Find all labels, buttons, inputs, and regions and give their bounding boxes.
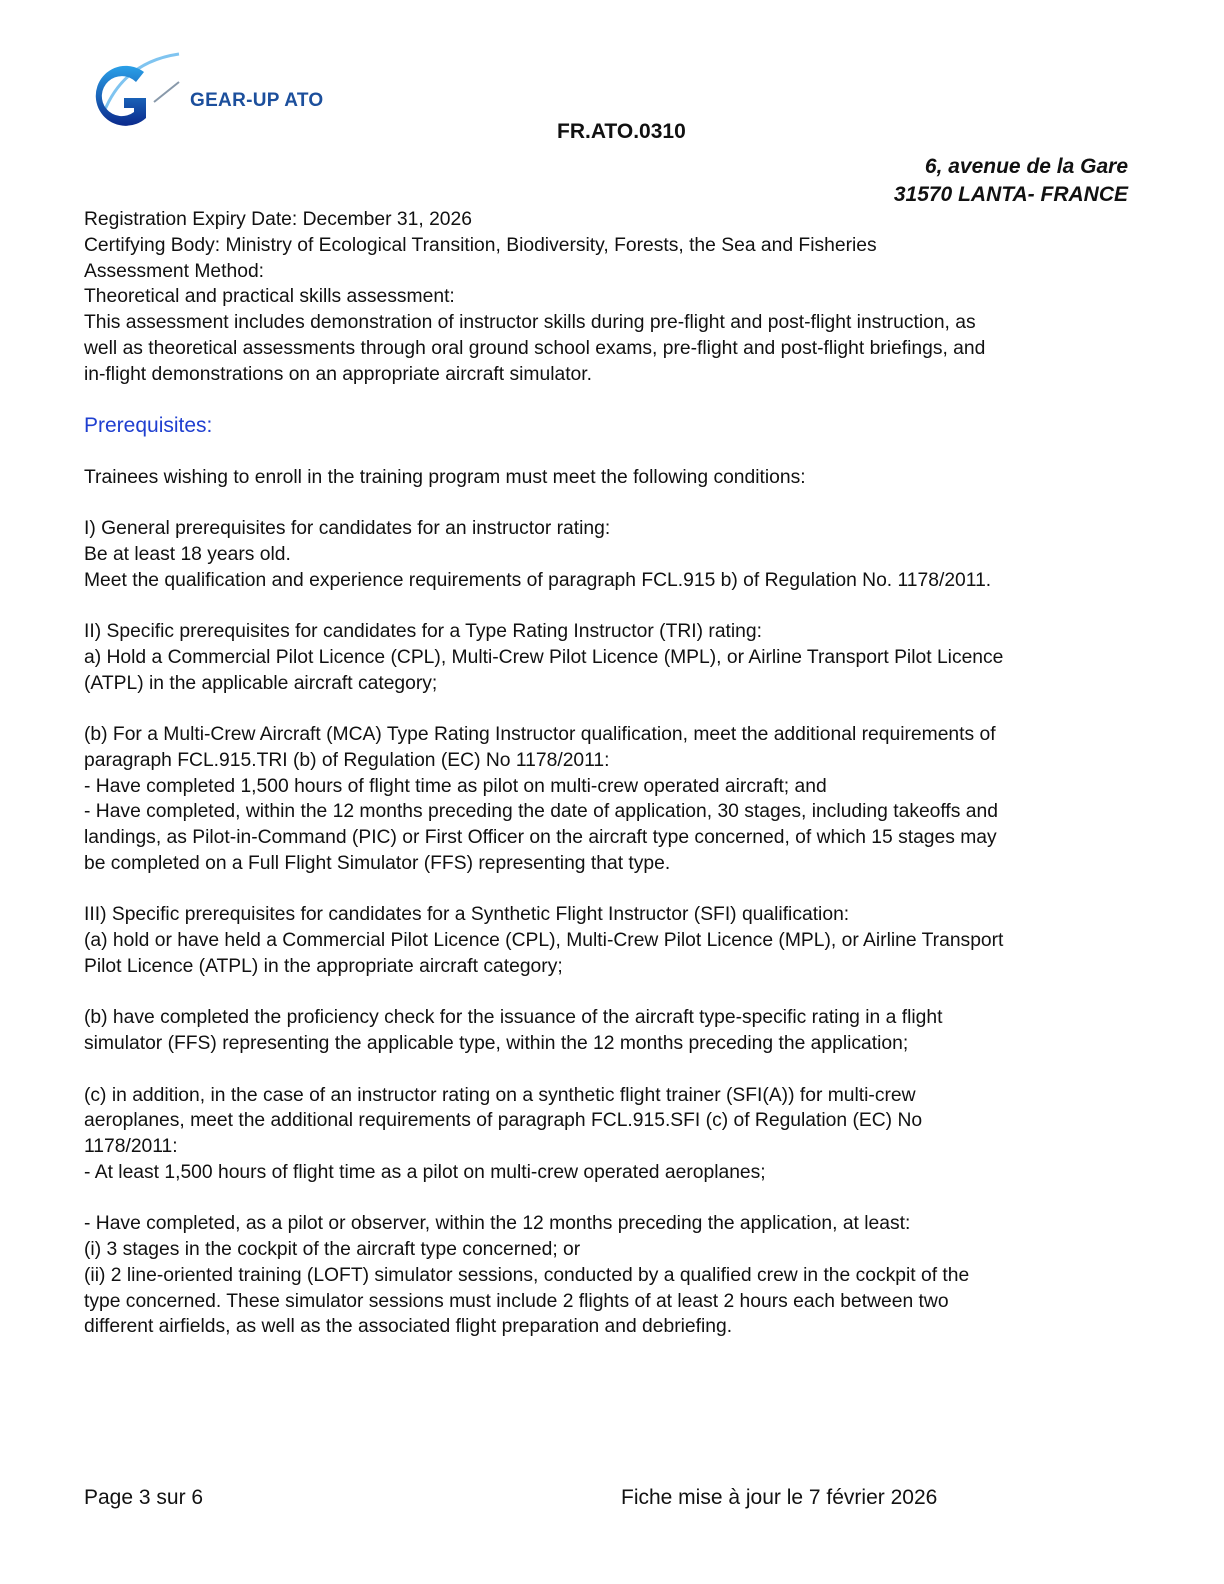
text-line: - Have completed, within the 12 months preceding the date of application, 30 stages, including takeoffs and bbox=[84, 801, 998, 823]
ato-code: FR.ATO.0310 bbox=[557, 120, 686, 143]
logo-text: GEAR-UP ATO bbox=[190, 90, 324, 111]
text-line: Assessment Method: bbox=[84, 260, 265, 282]
text-line: (b) have completed the proficiency check for the issuance of the aircraft type-specific rating in a flight bbox=[84, 1007, 943, 1029]
text-line: 1178/2011: bbox=[84, 1136, 178, 1157]
blank-line bbox=[84, 1186, 1144, 1212]
text-line: paragraph FCL.915.TRI (b) of Regulation (EC) No 1178/2011: bbox=[84, 749, 610, 771]
text-line: different airfields, as well as the associated flight preparation and debriefing. bbox=[84, 1316, 733, 1338]
text-line: II) Specific prerequisites for candidates for a Type Rating Instructor (TRI) rating: bbox=[84, 621, 762, 642]
text-line: III) Specific prerequisites for candidates for a Synthetic Flight Instructor (SFI) qualification: bbox=[84, 904, 850, 926]
blank-line bbox=[84, 387, 1144, 413]
text-line: in-flight demonstrations on an appropriate aircraft simulator. bbox=[84, 363, 592, 385]
blank-line bbox=[84, 490, 1144, 516]
blank-line bbox=[84, 439, 1144, 465]
text-line: Meet the qualification and experience requirements of paragraph FCL.915 b) of Regulation No. 1178/2011. bbox=[84, 569, 992, 591]
update-date: Fiche mise à jour le 7 février 2026 bbox=[621, 1486, 938, 1509]
blank-line bbox=[84, 877, 1144, 903]
blank-line bbox=[84, 980, 1144, 1006]
text-line: I) General prerequisites for candidates for an instructor rating: bbox=[84, 518, 611, 539]
text-line: Theoretical and practical skills assessment: bbox=[84, 286, 455, 308]
address-line-2: 31570 LANTA- FRANCE bbox=[893, 183, 1128, 206]
text-line: Trainees wishing to enroll in the training program must meet the following conditions: bbox=[84, 466, 806, 488]
section-heading: Prerequisites: bbox=[84, 414, 213, 437]
blank-line bbox=[84, 696, 1144, 722]
text-line: - Have completed 1,500 hours of flight time as pilot on multi-crew operated aircraft; and bbox=[84, 775, 827, 797]
page-number: Page 3 sur 6 bbox=[84, 1486, 204, 1509]
company-logo bbox=[84, 56, 344, 136]
text-line: well as theoretical assessments through oral ground school exams, pre-flight and post-flight briefings, and bbox=[84, 337, 986, 359]
text-line: be completed on a Full Flight Simulator (FFS) representing that type. bbox=[84, 852, 671, 874]
text-line: type concerned. These simulator sessions must include 2 flights of at least 2 hours each between two bbox=[84, 1290, 949, 1312]
text-line: (c) in addition, in the case of an instructor rating on a synthetic flight trainer (SFI(A)) for multi-crew bbox=[84, 1084, 916, 1106]
text-line: - At least 1,500 hours of flight time as a pilot on multi-crew operated aeroplanes; bbox=[84, 1161, 766, 1183]
document-body bbox=[84, 207, 1144, 1340]
text-line: - Have completed, as a pilot or observer, within the 12 months preceding the application, at least: bbox=[84, 1213, 911, 1235]
text-line: a) Hold a Commercial Pilot Licence (CPL), Multi-Crew Pilot Licence (MPL), or Airline Transport Pilot Licence bbox=[84, 646, 1004, 668]
text-line: (a) hold or have held a Commercial Pilot Licence (CPL), Multi-Crew Pilot Licence (MPL), or Airline Transport bbox=[84, 930, 1004, 951]
text-line: Pilot Licence (ATPL) in the appropriate aircraft category; bbox=[84, 955, 563, 977]
text-line: (ATPL) in the applicable aircraft category; bbox=[84, 672, 438, 694]
address-line-1: 6, avenue de la Gare bbox=[924, 155, 1128, 178]
text-line: Be at least 18 years old. bbox=[84, 543, 291, 565]
blank-line bbox=[84, 1057, 1144, 1083]
text-line: This assessment includes demonstration of instructor skills during pre-flight and post-flight instruction, as bbox=[84, 312, 976, 333]
text-line: Certifying Body: Ministry of Ecological Transition, Biodiversity, Forests, the Sea and Fisheries bbox=[84, 234, 877, 256]
text-line: simulator (FFS) representing the applicable type, within the 12 months preceding the application; bbox=[84, 1033, 909, 1054]
blank-line bbox=[84, 593, 1144, 619]
logo-g-icon bbox=[84, 52, 194, 137]
address bbox=[894, 153, 1128, 209]
text-line: aeroplanes, meet the additional requirements of paragraph FCL.915.SFI (c) of Regulation (EC) No bbox=[84, 1110, 923, 1132]
text-line: (i) 3 stages in the cockpit of the aircraft type concerned; or bbox=[84, 1239, 581, 1260]
text-line: landings, as Pilot-in-Command (PIC) or First Officer on the aircraft type concerned, of which 15 stages may bbox=[84, 827, 997, 848]
text-line: (ii) 2 line-oriented training (LOFT) simulator sessions, conducted by a qualified crew in the cockpit of the bbox=[84, 1264, 970, 1286]
text-line: (b) For a Multi-Crew Aircraft (MCA) Type Rating Instructor qualification, meet the additional requirements of bbox=[84, 724, 996, 745]
text-line: Registration Expiry Date: December 31, 2026 bbox=[84, 209, 472, 230]
